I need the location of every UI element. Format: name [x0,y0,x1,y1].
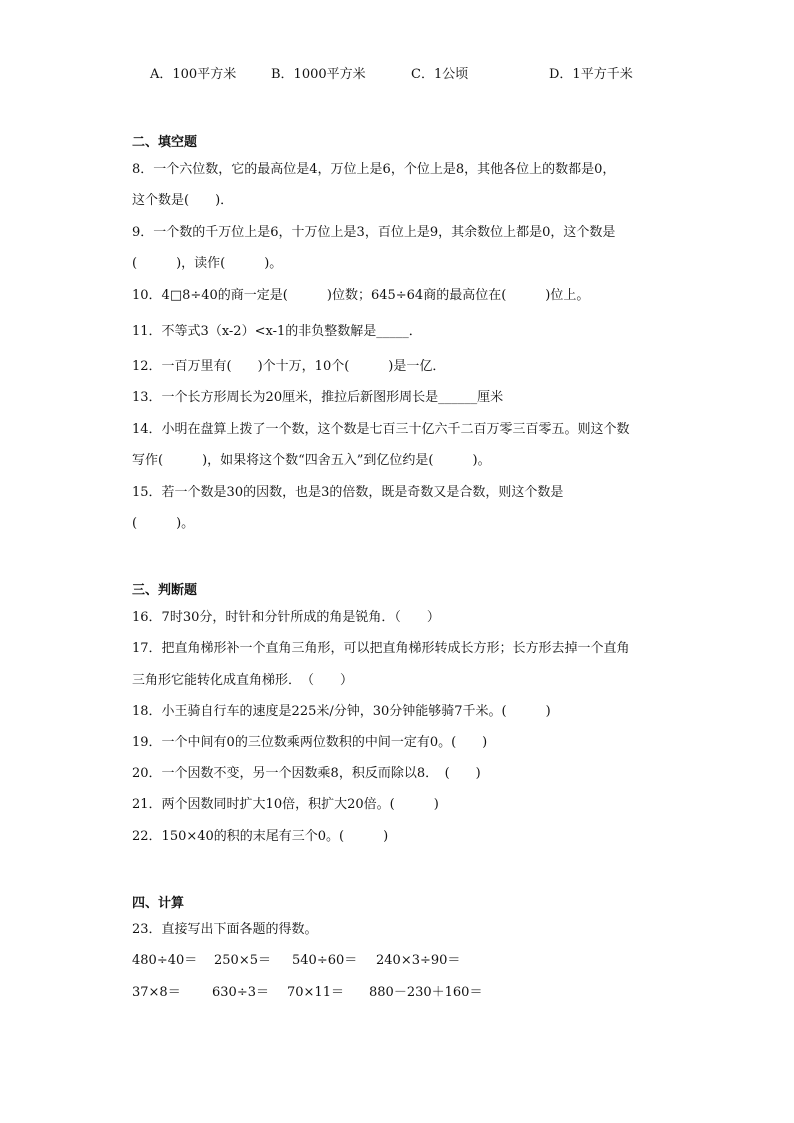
question-line: 11．不等式3（x-2）<x-1的非负整数解是_____． [132,324,422,339]
question-line: ( )，读作( )。 [132,256,283,271]
calc-item: 480÷40＝ [132,953,198,968]
question-line: 8．一个六位数，它的最高位是4，万位上是6，个位上是8，其他各位上的数都是0， [132,162,616,177]
calc-item: 37×8＝ [132,985,181,1000]
question-line: 10．4□8÷40的商一定是( )位数；645÷64商的最高位在( )位上。 [132,288,590,303]
section-title: 四、计算 [132,896,185,911]
calc-item: 70×11＝ [287,985,344,1000]
question-line: 18．小王骑自行车的速度是225米/分钟，30分钟能够骑7千米。( ) [132,704,551,719]
option-a: A．100平方米 [150,67,237,82]
question-line: 写作( )，如果将这个数“四舍五入”到亿位约是( )。 [132,453,491,468]
question-line: 22．150×40的积的末尾有三个0。( ) [132,829,389,844]
calc-item: 630÷3＝ [212,985,269,1000]
question-line: ( )。 [132,516,195,531]
question-line: 23．直接写出下面各题的得数。 [132,922,318,937]
question-line: 三角形它能转化成直角梯形． （ ） [132,673,354,688]
option-b: B．1000平方米 [271,67,366,82]
question-line: 21．两个因数同时扩大10倍，积扩大20倍。( ) [132,797,439,812]
calc-item: 250×5＝ [214,953,271,968]
option-c: C．1公顷 [411,67,469,82]
question-line: 12．一百万里有( )个十万，10个( )是一亿． [132,359,446,374]
option-d: D．1平方千米 [549,67,633,82]
calc-item: 240×3÷90＝ [376,953,461,968]
question-line: 20．一个因数不变，另一个因数乘8，积反而除以8． ( ) [132,766,481,781]
question-line: 17．把直角梯形补一个直角三角形，可以把直角梯形转成长方形；长方形去掉一个直角 [132,641,630,656]
calc-item: 540÷60＝ [292,953,358,968]
question-line: 14．小明在盘算上拨了一个数，这个数是七百三十亿六千二百万零三百零五。则这个数 [132,422,630,437]
question-line: 19．一个中间有0的三位数乘两位数积的中间一定有0。( ) [132,735,488,750]
question-line: 9．一个数的千万位上是6，十万位上是3，百位上是9，其余数位上都是0，这个数是 [132,225,616,240]
question-line: 15．若一个数是30的因数，也是3的倍数，既是奇数又是合数，则这个数是 [132,485,564,500]
question-line: 这个数是( )． [132,193,234,208]
question-line: 16．7时30分，时针和分针所成的角是锐角．（ ） [132,610,440,625]
calc-item: 880－230＋160＝ [369,985,483,1000]
question-line: 13．一个长方形周长为20厘米，推拉后新图形周长是______厘米 [132,390,504,405]
section-title: 二、填空题 [132,135,198,150]
section-title: 三、判断题 [132,583,198,598]
